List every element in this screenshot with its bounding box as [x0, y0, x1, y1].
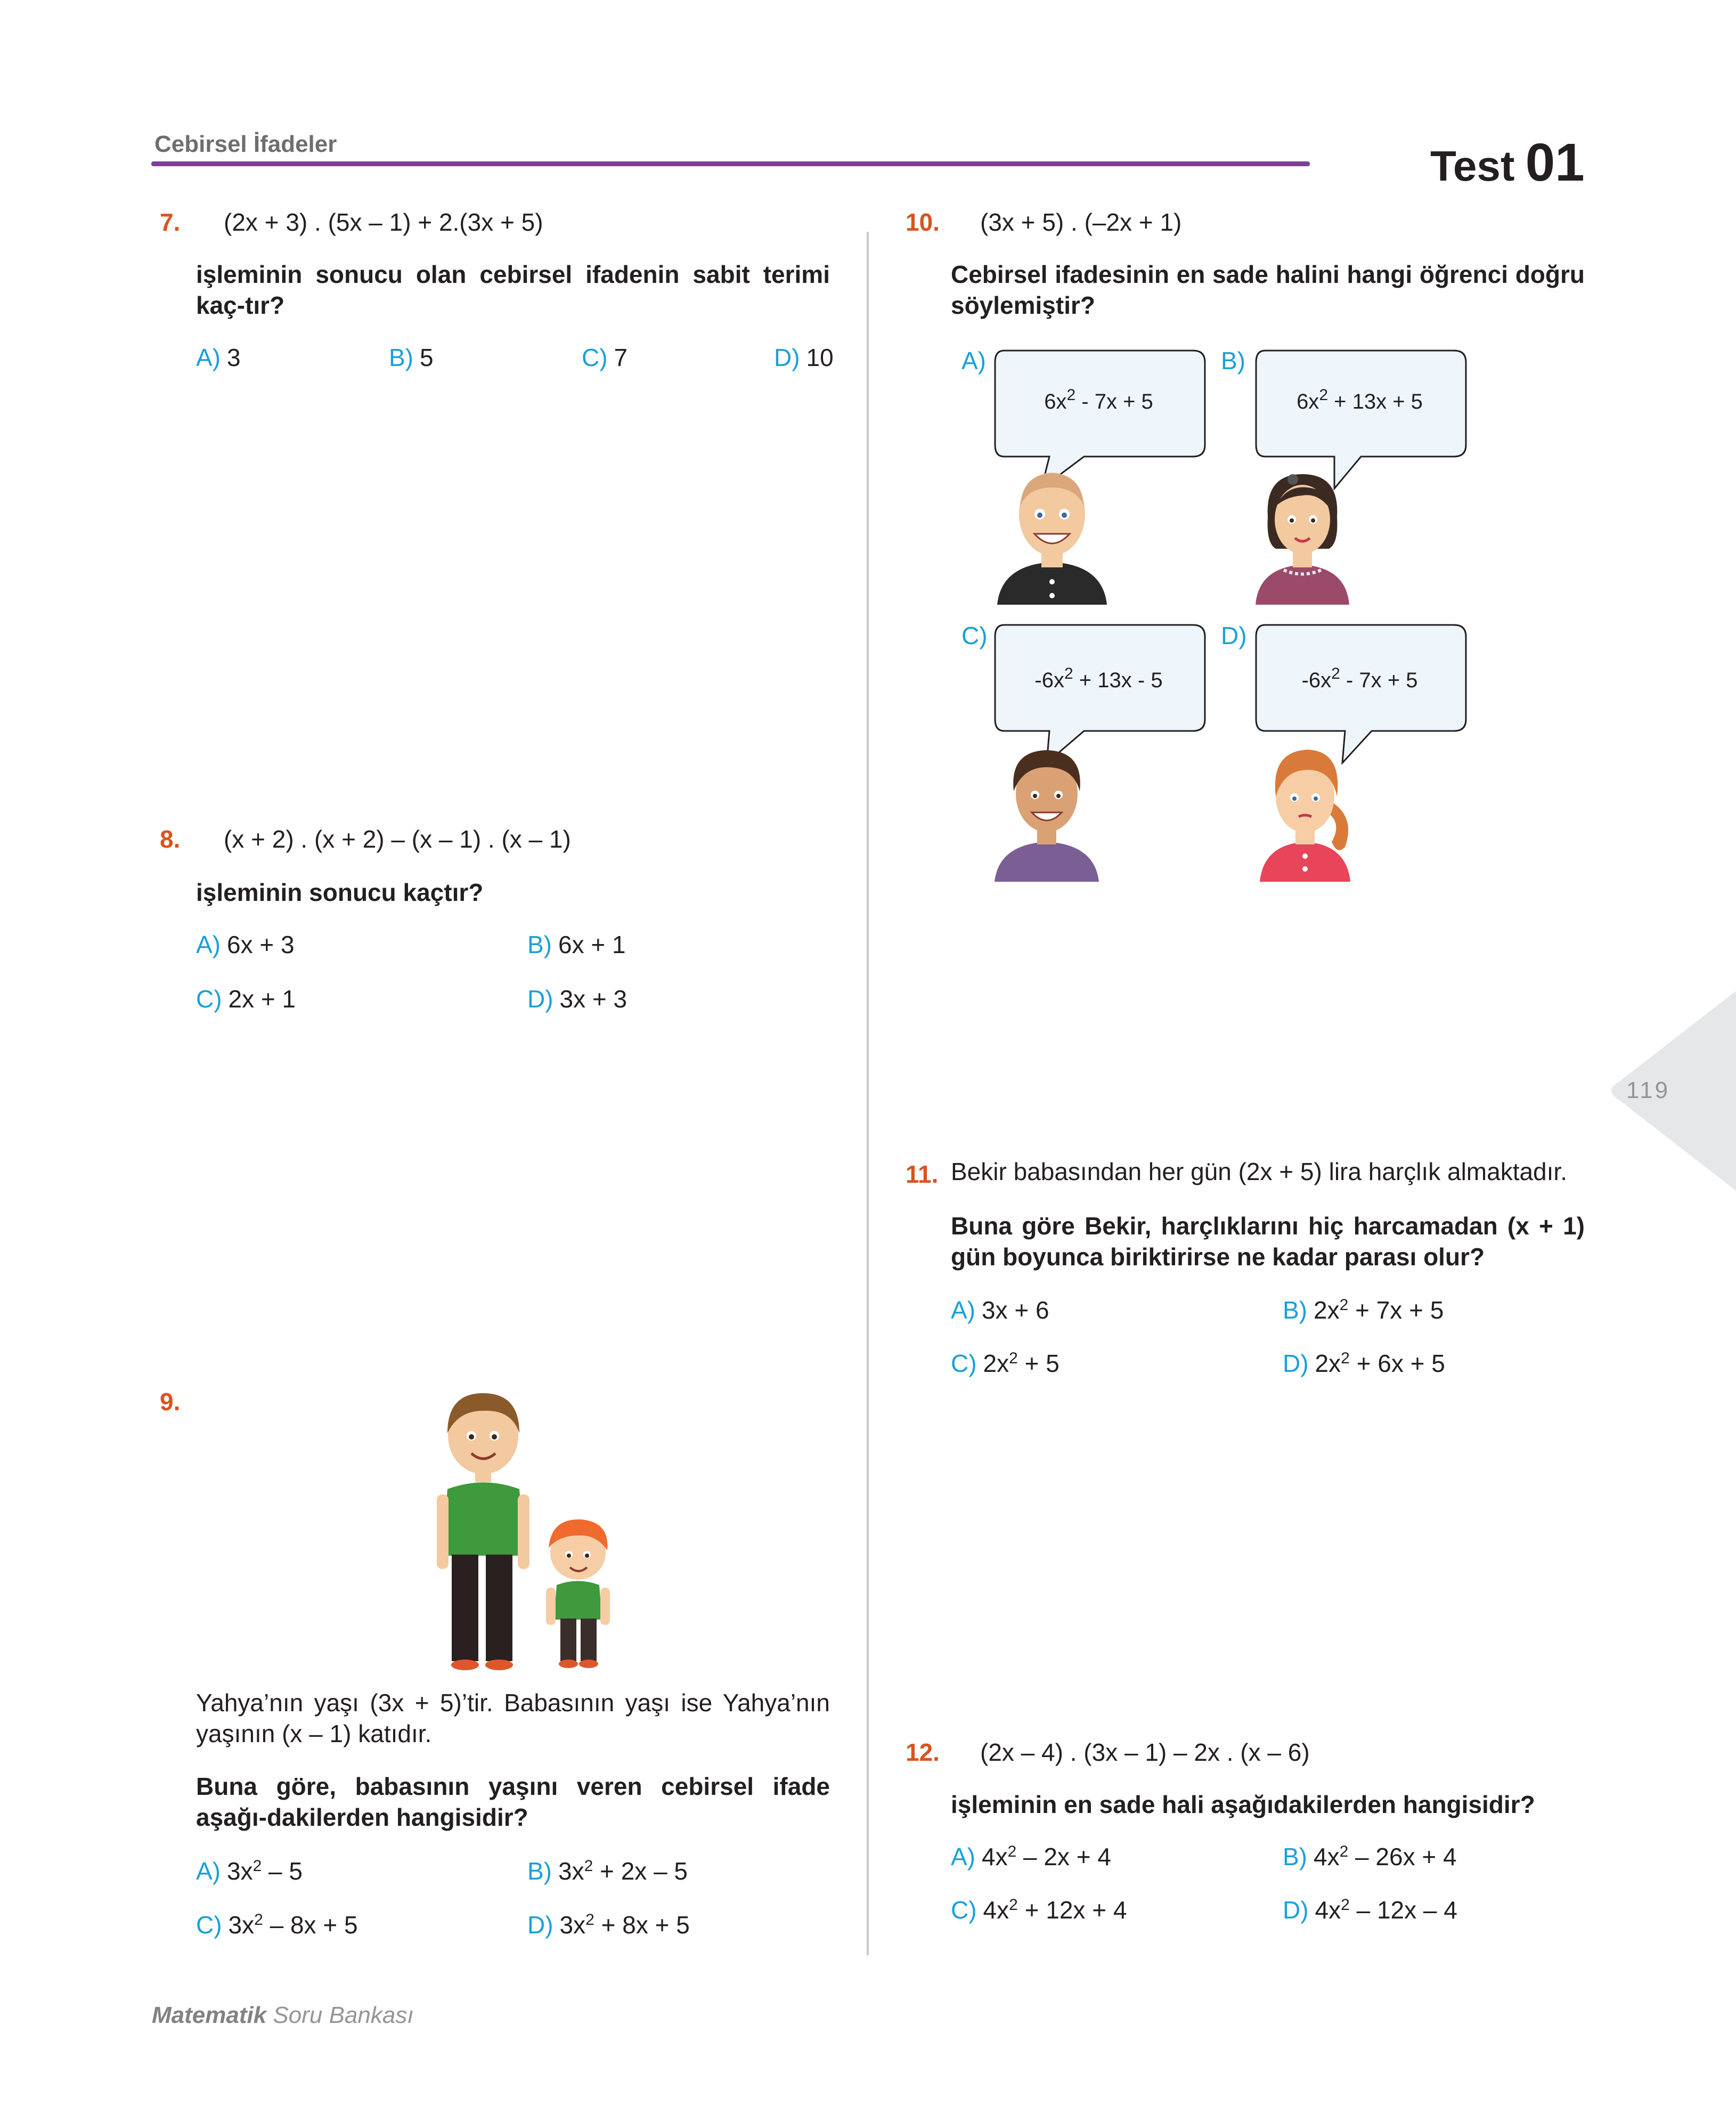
- q8-option-a[interactable]: A) 6x + 3: [196, 931, 295, 958]
- q11-option-c[interactable]: C) $2x^2 + 5$: [951, 1349, 1059, 1377]
- column-divider: [867, 232, 869, 1955]
- q9-option-d[interactable]: D) $3x^2 + 8x + 5$: [527, 1911, 690, 1939]
- q12-option-a[interactable]: A) $4x^2 - 2x + 4$: [951, 1843, 1112, 1871]
- q11-option-d[interactable]: D) $2x^2 + 6x + 5$: [1283, 1349, 1445, 1377]
- q9-stem: Buna göre, babasının yaşını veren cebirsel ifade aşağı-dakilerden hangisidir?: [196, 1772, 830, 1831]
- q10-option-c-label[interactable]: C): [961, 622, 988, 649]
- q7-option-c[interactable]: C) 7: [582, 344, 628, 371]
- q10-option-a[interactable]: $6x^2 - 7x + 5$: [1044, 386, 1153, 413]
- test-label: [1430, 132, 1585, 193]
- question-number-9: 9.: [160, 1388, 181, 1416]
- student-girl-dark-hair-avatar: [1254, 464, 1350, 605]
- question-number-8: 8.: [160, 825, 181, 853]
- header-rule: [151, 161, 1310, 166]
- q10-option-c[interactable]: $-6x^2 + 13x - 5$: [1034, 665, 1163, 692]
- student-boy-bald-avatar: [996, 464, 1108, 605]
- q11-text: Bekir babasından her gün (2x + 5) lira harçlık almaktadır.: [951, 1158, 1567, 1185]
- q10-expression: (3x + 5) . (–2x + 1): [980, 208, 1182, 236]
- question-number-10: 10.: [906, 208, 940, 236]
- q12-option-d[interactable]: D) $4x^2 - 12x - 4$: [1283, 1896, 1457, 1924]
- q8-expression: (x + 2) . (x + 2) – (x – 1) . (x – 1): [224, 825, 571, 853]
- father-figure: [437, 1393, 529, 1670]
- q10-option-a-label[interactable]: A): [961, 347, 986, 375]
- q8-option-c[interactable]: C) 2x + 1: [196, 985, 296, 1013]
- q12-stem: işleminin en sade hali aşağıdakilerden hangisidir?: [951, 1791, 1535, 1818]
- question-number-11: 11.: [906, 1160, 939, 1188]
- test-word: Test: [1430, 142, 1515, 190]
- question-number-7: 7.: [160, 208, 181, 236]
- q9-option-b[interactable]: B) $3x^2 + 2x - 5$: [527, 1857, 688, 1885]
- q7-expression: (2x + 3) . (5x – 1) + 2.(3x + 5): [224, 208, 543, 236]
- q11-option-b[interactable]: B) $2x^2 + 7x + 5$: [1283, 1296, 1444, 1324]
- q11-option-a[interactable]: A) 3x + 6: [951, 1296, 1049, 1324]
- q12-option-c[interactable]: C) $4x^2 + 12x + 4$: [951, 1896, 1127, 1924]
- q10-option-b[interactable]: $6x^2 + 13x + 5$: [1297, 386, 1423, 413]
- q10-stem: Cebirsel ifadesinin en sade halini hangi öğrenci doğru söylemiştir?: [951, 261, 1585, 319]
- student-girl-red-hair-avatar: [1257, 738, 1364, 882]
- q9-text: Yahya’nın yaşı (3x + 5)’tir. Babasının yaşı ise Yahya’nın yaşının (x – 1) katıdır.: [196, 1689, 830, 1747]
- q10-option-b-label[interactable]: B): [1221, 347, 1245, 375]
- question-number-12: 12.: [906, 1738, 940, 1766]
- q8-option-b[interactable]: B) 6x + 1: [527, 931, 626, 958]
- q11-stem: Buna göre Bekir, harçlıklarını hiç harcamadan (x + 1) gün boyunca biriktirirse ne kadar parası olur?: [951, 1212, 1585, 1271]
- q9-option-c[interactable]: C) $3x^2 - 8x + 5$: [196, 1911, 358, 1939]
- q7-option-b[interactable]: B) 5: [389, 344, 434, 371]
- q10-option-d[interactable]: $-6x^2 - 7x + 5$: [1301, 665, 1418, 692]
- q7-stem: işleminin sonucu olan cebirsel ifadenin sabit terimi kaç-tır?: [196, 261, 830, 319]
- q8-option-d[interactable]: D) 3x + 3: [527, 985, 627, 1013]
- son-figure: [546, 1519, 610, 1668]
- section-title: Cebirsel İfadeler: [154, 131, 337, 157]
- q12-expression: (2x – 4) . (3x – 1) – 2x . (x – 6): [980, 1738, 1310, 1766]
- q7-option-a[interactable]: A) 3: [196, 344, 241, 371]
- q9-option-a[interactable]: A) $3x^2 - 5$: [196, 1857, 303, 1885]
- footer-book-title: [152, 2002, 414, 2029]
- q10-option-d-label[interactable]: D): [1221, 622, 1247, 649]
- student-boy-brown-hair-avatar: [993, 741, 1100, 882]
- q12-option-b[interactable]: B) $4x^2 - 26x + 4$: [1283, 1843, 1457, 1871]
- footer-rest: Soru Bankası: [266, 2002, 414, 2028]
- q8-stem: işleminin sonucu kaçtır?: [196, 879, 484, 906]
- father-son-illustration: [426, 1385, 629, 1673]
- test-number: 01: [1525, 133, 1585, 192]
- q7-option-d[interactable]: D) 10: [774, 344, 834, 371]
- page-number: 119: [1626, 1077, 1670, 1103]
- footer-bold: Matematik: [152, 2002, 267, 2028]
